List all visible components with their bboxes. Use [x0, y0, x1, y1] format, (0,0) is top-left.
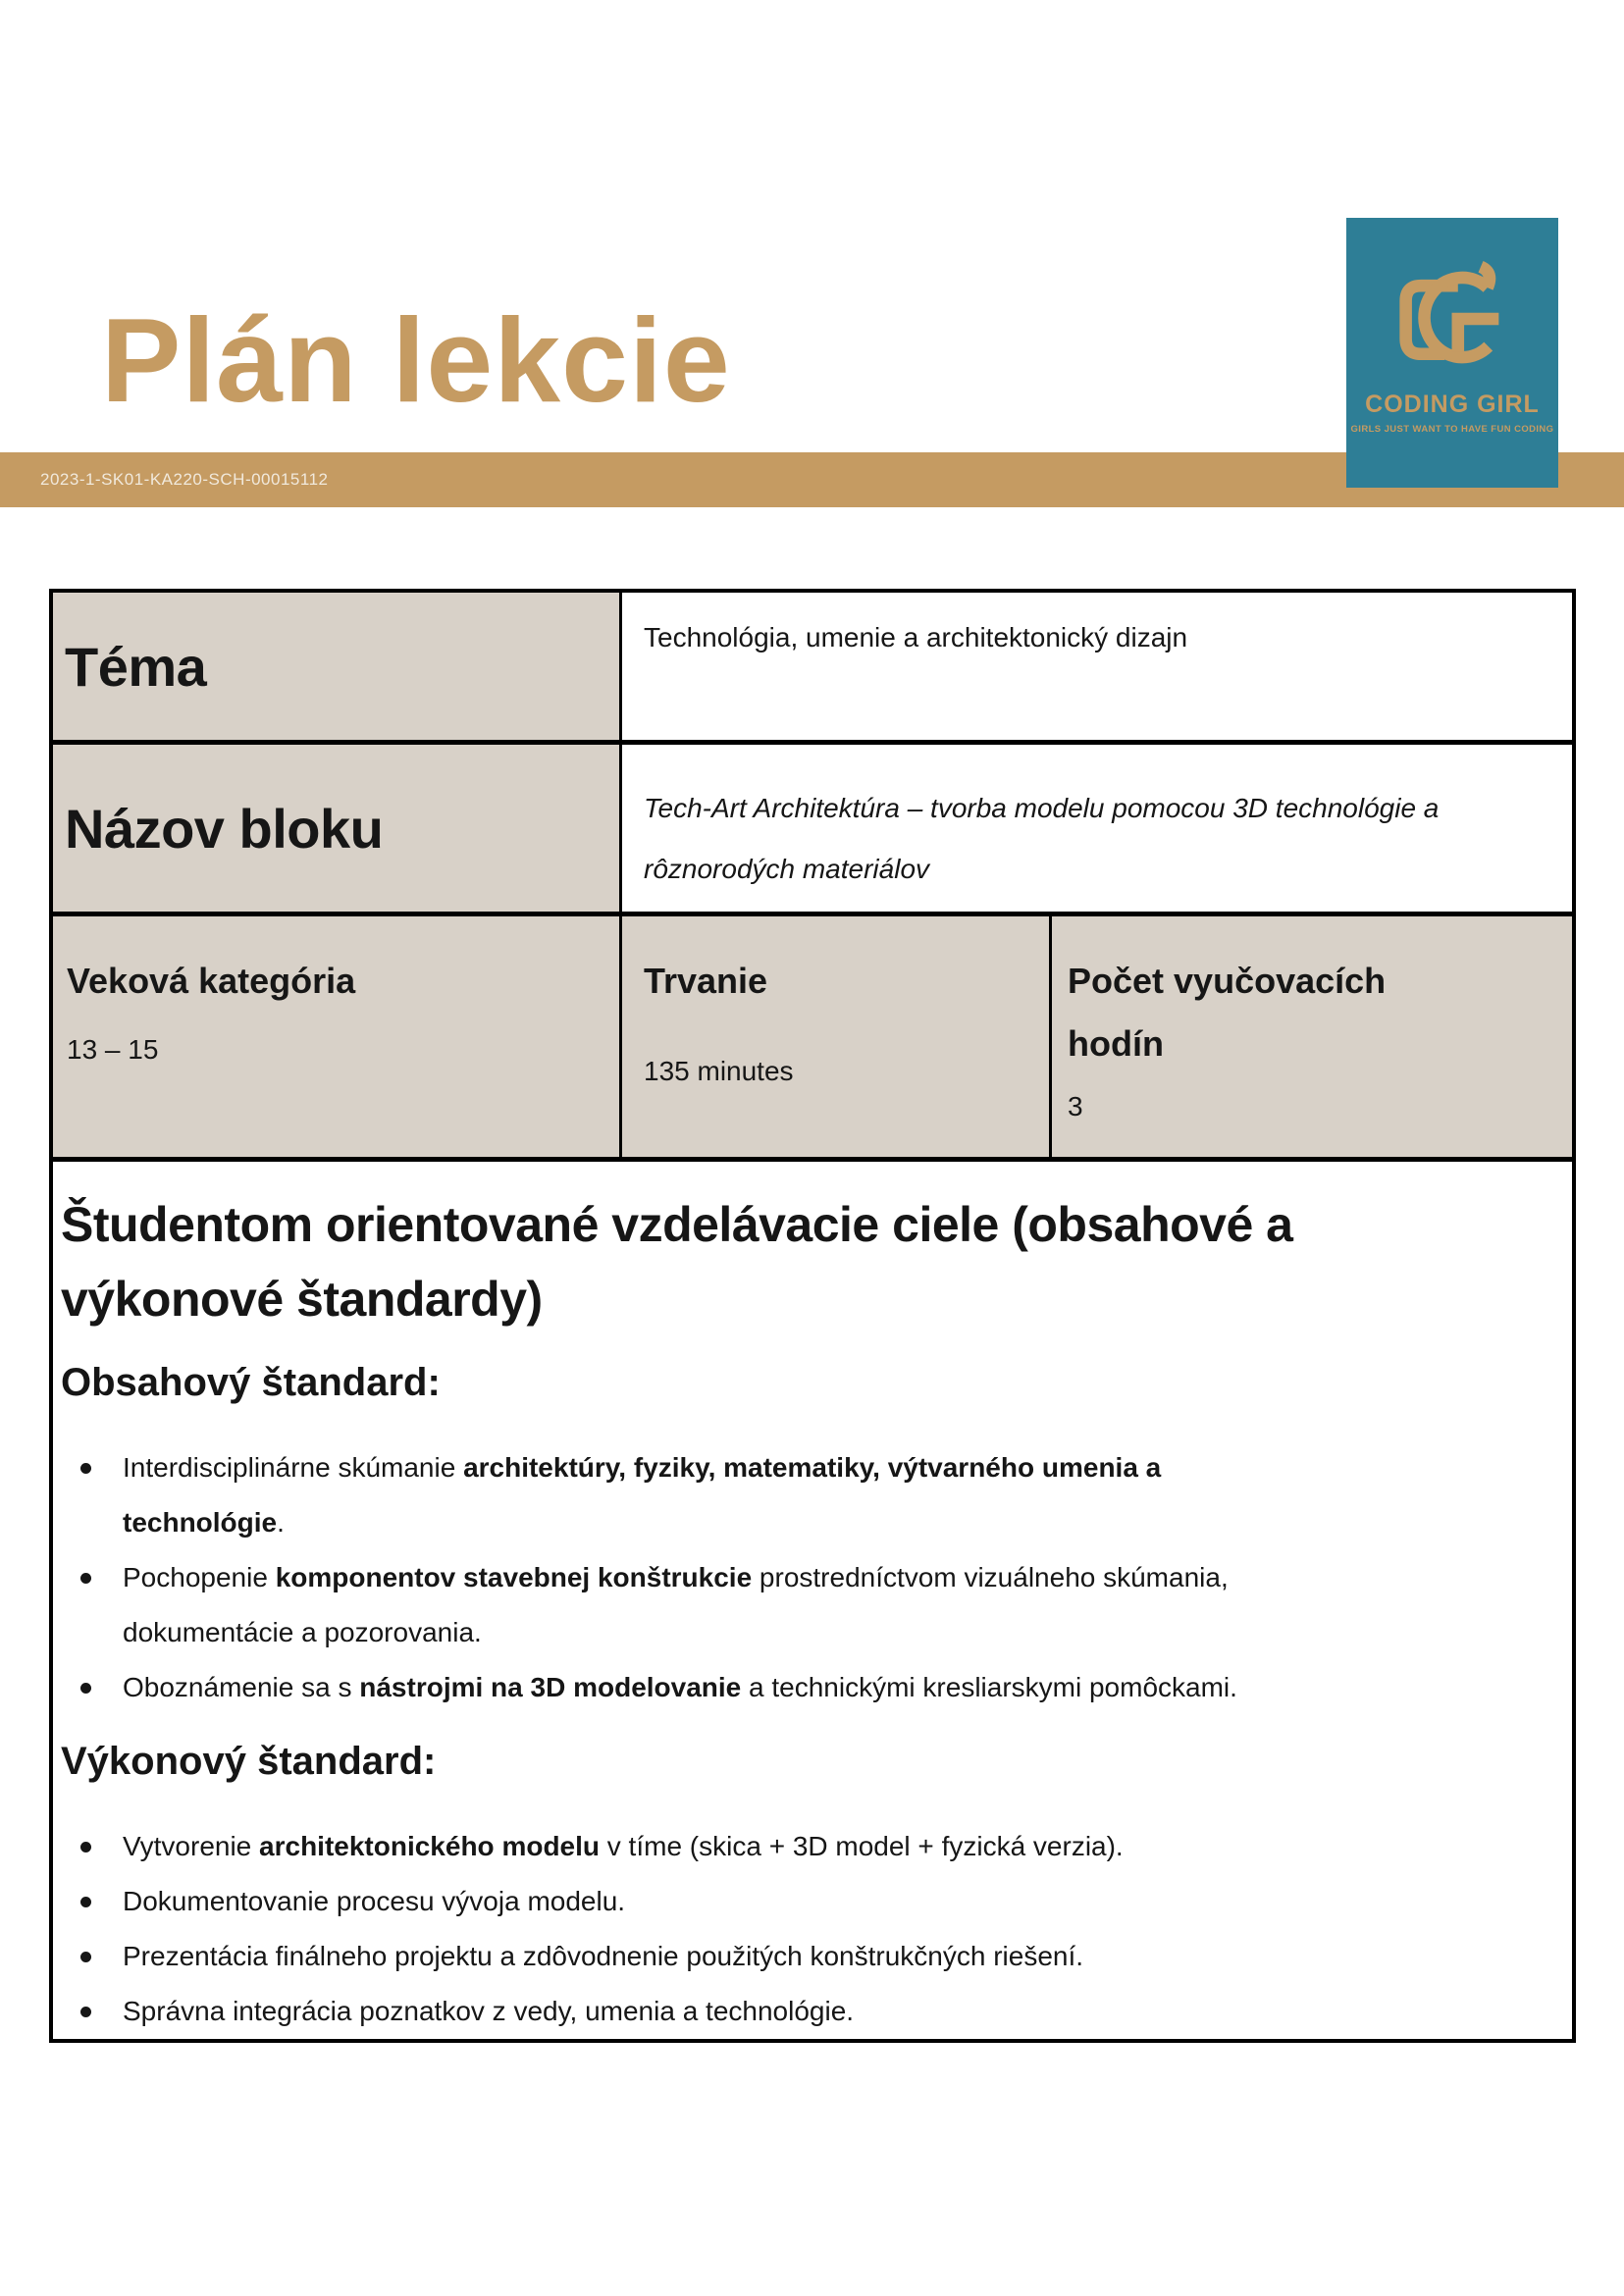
- bullet-line: [61, 1929, 1533, 1984]
- objectives-heading-line-1: Študentom orientované vzdelávacie ciele (obsahové a: [61, 1197, 1293, 1252]
- bullet-text: Dokumentovanie procesu vývoja modelu.: [123, 1886, 626, 1916]
- bullet-line: [61, 1984, 1533, 2039]
- bullet-text: Prezentácia finálneho projektu a zdôvodnenie použitých konštrukčných riešení.: [123, 1941, 1084, 1971]
- logo-name: CODING GIRL: [1365, 391, 1540, 418]
- bullet-text: prostredníctvom vizuálneho skúmania,: [752, 1562, 1229, 1592]
- objectives-subheading: Výkonový štandard:: [61, 1740, 437, 1783]
- list-item: [61, 1660, 1533, 1715]
- lesson-plan-table: [49, 589, 1576, 2043]
- objectives-subheading: Obsahový štandard:: [61, 1361, 441, 1404]
- objectives-sections: [61, 1360, 1533, 2039]
- bullet-text: dokumentácie a pozorovania.: [123, 1617, 482, 1647]
- bullet-dot-icon: [80, 1573, 91, 1584]
- tema-value-cell: Technológia, umenie a architektonický dizajn: [644, 622, 1188, 652]
- objectives-heading: [61, 1187, 1533, 1336]
- bullet-line: [61, 1660, 1533, 1715]
- trvanie-cell: [622, 916, 1052, 1157]
- bullet-dot-icon: [80, 1842, 91, 1852]
- pocet-hodin-cell: [1052, 916, 1572, 1157]
- objectives-cell: [53, 1162, 1572, 2039]
- bullet-text-bold: technológie: [123, 1507, 278, 1538]
- list-item: [61, 1874, 1533, 1929]
- vekova-kategoria-value: 13 – 15: [67, 1033, 159, 1065]
- bullet-dot-icon: [80, 2007, 91, 2017]
- bullet-dot-icon: [80, 1463, 91, 1474]
- list-item: [61, 1819, 1533, 1874]
- bullet-text-bold: nástrojmi na 3D modelovanie: [359, 1672, 742, 1702]
- bullet-dot-icon: [80, 1897, 91, 1907]
- pocet-hodin-label: Počet vyučovacích hodín: [1068, 960, 1387, 1064]
- tema-label-cell: Téma: [53, 593, 622, 740]
- nazov-bloku-value-cell: [622, 745, 1572, 912]
- bullet-text: v tíme (skica + 3D model + fyzická verzia).: [600, 1831, 1124, 1861]
- page-title: Plán lekcie: [101, 293, 731, 427]
- coding-girl-logo: [1346, 218, 1558, 488]
- table-row-info: [53, 916, 1572, 1162]
- logo-tagline: GIRLS JUST WANT TO HAVE FUN CODING: [1350, 424, 1554, 435]
- bullet-text: Pochopenie: [123, 1562, 276, 1592]
- bullet-list: [61, 1819, 1533, 2039]
- bullet-text: Oboznámenie sa s: [123, 1672, 360, 1702]
- list-item: [61, 1984, 1533, 2039]
- table-row-tema: [53, 593, 1572, 745]
- table-row-objectives: [53, 1162, 1572, 2039]
- nazov-bloku-line-1: Tech-Art Architektúra – tvorba modelu pomocou 3D technológie a: [644, 793, 1440, 824]
- list-item: [61, 1550, 1533, 1660]
- table-row-nazov-bloku: [53, 745, 1572, 916]
- bullet-text: Správna integrácia poznatkov z vedy, umenia a technológie.: [123, 1996, 855, 2026]
- bullet-dot-icon: [80, 1952, 91, 1962]
- list-item: [61, 1440, 1533, 1550]
- trvanie-label: Trvanie: [644, 960, 768, 1001]
- list-item: [61, 1929, 1533, 1984]
- bullet-text: a technickými kresliarskymi pomôckami.: [741, 1672, 1237, 1702]
- bullet-line: [61, 1550, 1533, 1605]
- trvanie-value: 135 minutes: [644, 1055, 794, 1086]
- bullet-line-continuation: [61, 1605, 1533, 1660]
- bullet-line: [61, 1874, 1533, 1929]
- bullet-list: [61, 1440, 1533, 1715]
- gc-monogram-icon: [1395, 259, 1509, 379]
- nazov-bloku-label-cell: Názov bloku: [53, 745, 622, 912]
- bullet-text: Interdisciplinárne skúmanie: [123, 1452, 464, 1483]
- pocet-hodin-value: 3: [1068, 1090, 1083, 1122]
- bullet-text-bold: komponentov stavebnej konštrukcie: [275, 1562, 753, 1592]
- bullet-text-bold: architektúry, fyziky, matematiky, výtvarného umenia a: [463, 1452, 1162, 1483]
- project-code: 2023-1-SK01-KA220-SCH-00015112: [40, 470, 329, 489]
- bullet-dot-icon: [80, 1683, 91, 1694]
- vekova-kategoria-label: Veková kategória: [67, 960, 356, 1001]
- nazov-bloku-line-2: rôznorodých materiálov: [644, 854, 930, 885]
- bullet-text: Vytvorenie: [123, 1831, 260, 1861]
- bullet-line: [61, 1819, 1533, 1874]
- bullet-text-bold: architektonického modelu: [259, 1831, 600, 1861]
- bullet-line-continuation: [61, 1495, 1533, 1550]
- vekova-kategoria-cell: [53, 916, 622, 1157]
- objectives-heading-line-2: výkonové štandardy): [61, 1272, 543, 1327]
- bullet-text: .: [277, 1507, 285, 1538]
- bullet-line: [61, 1440, 1533, 1495]
